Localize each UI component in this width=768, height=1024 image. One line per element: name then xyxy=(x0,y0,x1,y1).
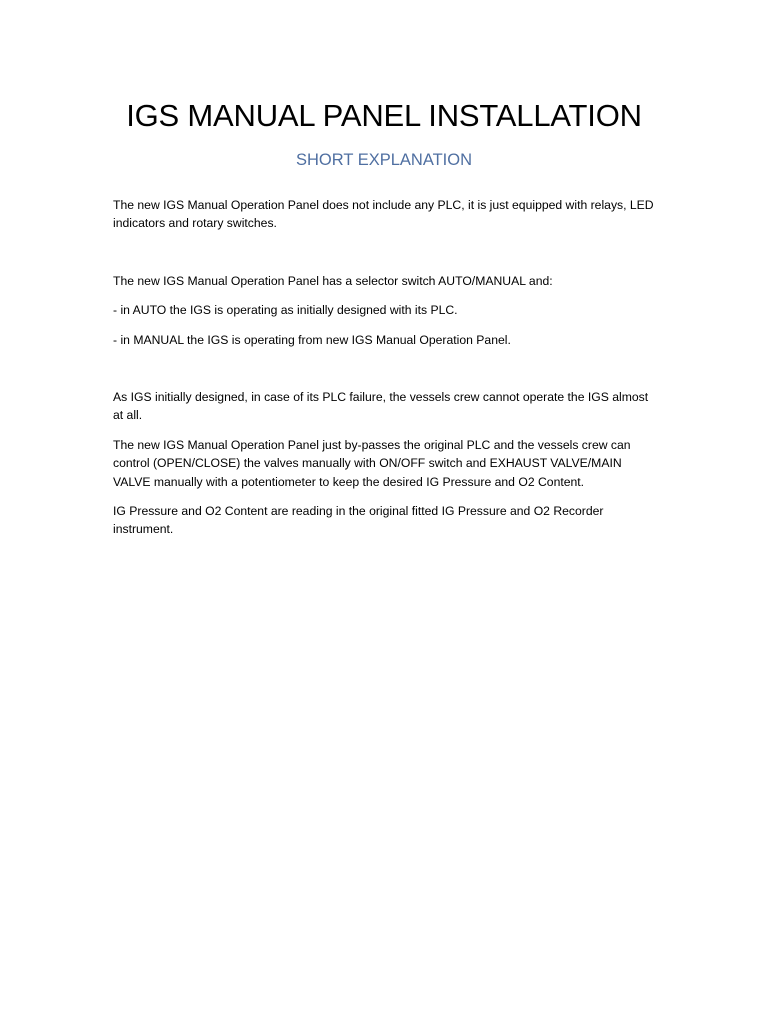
document-title: IGS MANUAL PANEL INSTALLATION xyxy=(126,98,642,133)
paragraph-recorder: IG Pressure and O2 Content are reading in the original fitted IG Pressure and O2 Recorder instrument. xyxy=(113,504,604,537)
paragraph-auto-mode: - in AUTO the IGS is operating as initially designed with its PLC. xyxy=(113,303,458,318)
paragraph-panel-description: The new IGS Manual Operation Panel does not include any PLC, it is just equipped with relays, LED indicators and rotary switches. xyxy=(113,198,654,231)
paragraph-selector-switch: The new IGS Manual Operation Panel has a selector switch AUTO/MANUAL and: xyxy=(113,273,553,288)
document-subtitle: SHORT EXPLANATION xyxy=(295,151,473,169)
paragraph-bypass: The new IGS Manual Operation Panel just by-passes the original PLC and the vessels crew can control (OPEN/CLOSE) the valves manually with ON/OFF switch and EXHAUST VALVE/MAIN VALVE manually with a potentiometer to keep the desired IG Pressure and O2 Content. xyxy=(113,437,631,489)
paragraph-manual-mode: - in MANUAL the IGS is operating from new IGS Manual Operation Panel. xyxy=(113,332,511,347)
document-body xyxy=(113,196,655,539)
paragraph-plc-failure: As IGS initially designed, in case of its PLC failure, the vessels crew cannot operate the IGS almost at all. xyxy=(113,390,649,423)
